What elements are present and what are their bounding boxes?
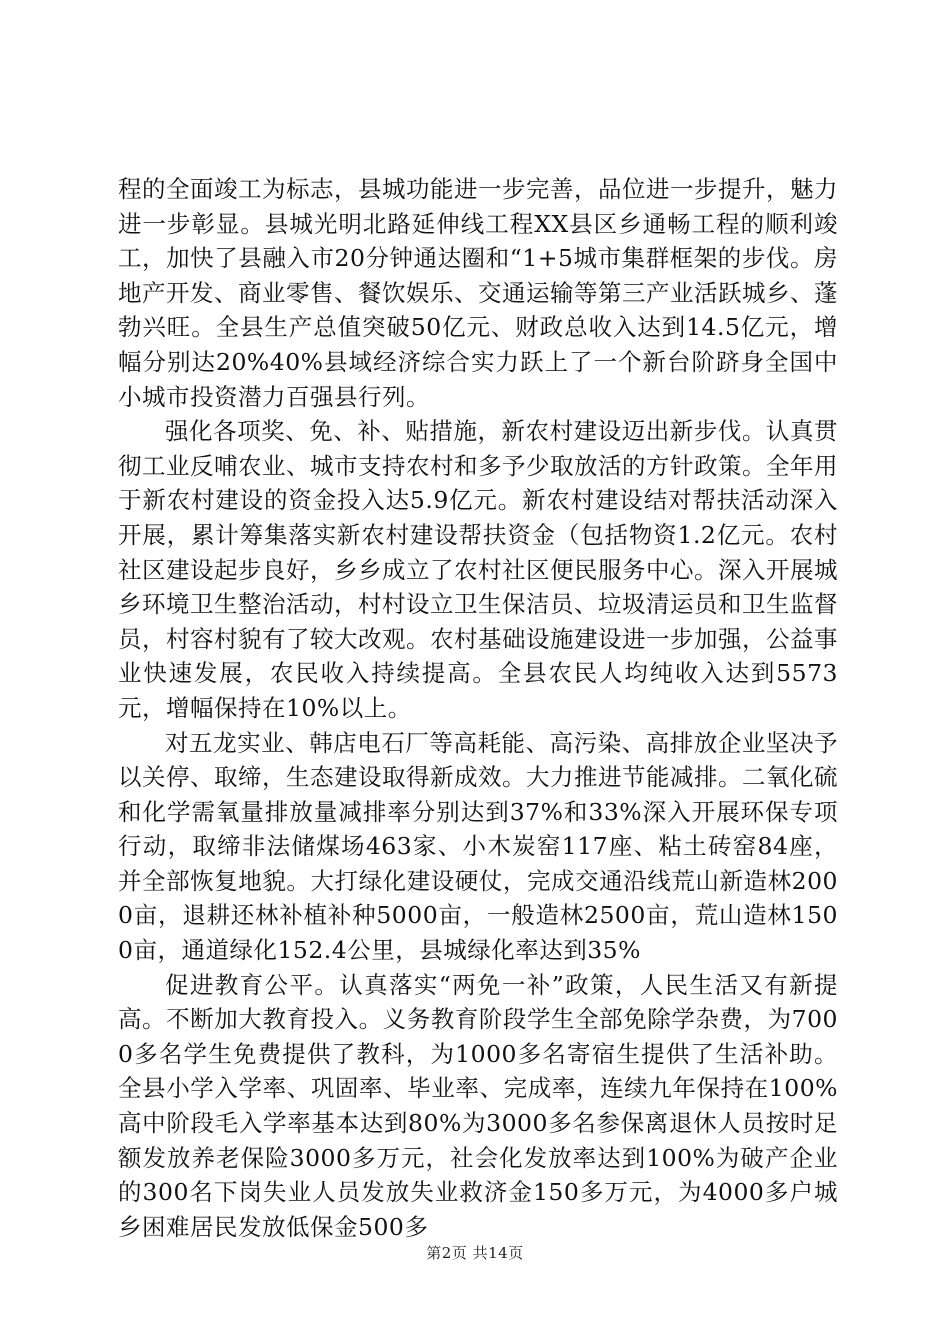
paragraph-1: 程的全面竣工为标志，县城功能进一步完善，品位进一步提升，魅力进一步彰显。县城光明北路延伸线工程XX县区乡通畅工程的顺利竣工，加快了县融入市20分钟通达圈和“1+5城市集群框架的步伐。房地产开发、商业零售、餐饮娱乐、交通运输等第三产业活跃城乡、蓬勃兴旺。全县生产总值突破50亿元、财政总收入达到14.5亿元，增幅分别达20%40%县域经济综合实力跃上了一个新台阶跻身全国中小城市投资潜力百强县行列。	[118, 175, 838, 411]
document-body	[118, 172, 838, 1244]
page-footer: 第2页 共14页	[426, 1244, 524, 1262]
paragraph-2: 强化各项奖、免、补、贴措施，新农村建设迈出新步伐。认真贯彻工业反哺农业、城市支持农村和多予少取放活的方针政策。全年用于新农村建设的资金投入达5.9亿元。新农村建设结对帮扶活动深入开展，累计筹集落实新农村建设帮扶资金（包括物资1.2亿元。农村社区建设起步良好，乡乡成立了农村社区便民服务中心。深入开展城乡环境卫生整治活动，村村设立卫生保洁员、垃圾清运员和卫生监督员，村容村貌有了较大改观。农村基础设施建设进一步加强，公益事业快速发展，农民收入持续提高。全县农民人均纯收入达到5573元，增幅保持在10%以上。	[118, 417, 838, 722]
paragraph-4: 促进教育公平。认真落实“两免一补”政策，人民生活又有新提高。不断加大教育投入。义务教育阶段学生全部免除学杂费，为7000多名学生免费提供了教科，为1000多名寄宿生提供了生活补助。全县小学入学率、巩固率、毕业率、完成率，连续九年保持在100%高中阶段毛入学率基本达到80%为3000多名参保离退休人员按时足额发放养老保险3000多万元，社会化发放率达到100%为破产企业的300名下岗失业人员发放失业救济金150多万元，为4000多户城乡困难居民发放低保金500多	[118, 970, 838, 1241]
paragraph-3: 对五龙实业、韩店电石厂等高耗能、高污染、高排放企业坚决予以关停、取缔，生态建设取得新成效。大力推进节能减排。二氧化硫和化学需氧量排放量减排率分别达到37%和33%深入开展环保专项行动，取缔非法储煤场463家、小木炭窑117座、粘土砖窑84座，并全部恢复地貌。大打绿化建设硬仗，完成交通沿线荒山新造林2000亩，退耕还林补植补种5000亩，一般造林2500亩，荒山造林1500亩，通道绿化152.4公里，县城绿化率达到35%	[118, 728, 838, 965]
